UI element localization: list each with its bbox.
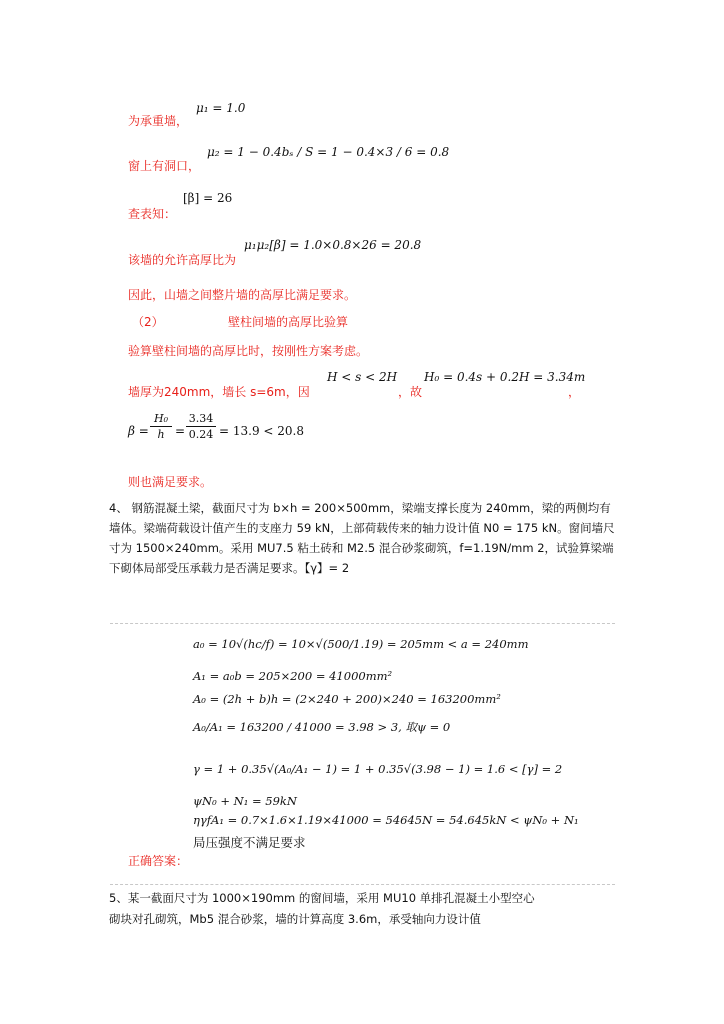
divider-bottom	[110, 884, 615, 885]
lookup-label: 查表知：	[128, 207, 177, 221]
bearing-wall-label: 为承重墙，	[128, 114, 189, 128]
solution-eq-2: A₁ = a₀b = 205×200 = 41000mm²	[193, 669, 393, 683]
eq-allowed: μ₁μ₂[β] = 1.0×0.8×26 = 20.8	[244, 238, 422, 252]
solution-eq-7: ηγfA₁ = 0.7×1.6×1.19×41000 = 54645N = 54.645kN < ψN₀ + N₁	[193, 813, 579, 827]
eq-H0: H₀ = 0.4s + 0.2H = 3.34m	[424, 370, 586, 384]
eq-H0-sym: H₀	[153, 412, 168, 425]
fraction-numbers	[186, 412, 216, 441]
wall-text: 墙厚为240mm，墙长 s=6m，因	[128, 385, 310, 399]
therefore-text: ，故	[398, 385, 423, 399]
comma-text: ，	[568, 385, 581, 399]
eq-beta: [β] = 26	[183, 191, 233, 205]
problem-4-text: 4、 钢筋混凝土梁，截面尺寸为 b×h = 200×500mm，梁端支撑长度为 240mm，梁的两侧均有墙体。梁端荷载设计值产生的支座力 59 kN，上部荷载传来的轴力设计值 N0 = 175 kN。窗间墙尺寸为 1500×240mm。采用 MU7.5 粘土砖和 M2.5 混合砂浆砌筑，f=1.19N/mm 2，试验算梁端下砌体局部受压承载力是否满足要求。【γ】= 2	[109, 501, 615, 575]
problem-5-line-1: 5、某一截面尺寸为 1000×190mm 的窗间墙，采用 MU10 单排孔混凝土小型空心	[109, 891, 535, 905]
solution-eq-4: A₀/A₁ = 163200 / 41000 = 3.98 > 3, 取ψ = 0	[193, 720, 451, 734]
solution-eq-6: ψN₀ + N₁ = 59kN	[193, 794, 297, 808]
eq-denominator: 0.24	[188, 428, 214, 441]
eq-condition: H < s < 2H	[327, 370, 398, 384]
eq-numerator: 3.34	[188, 412, 214, 425]
eq-result: = 13.9 < 20.8	[219, 424, 304, 438]
solution-result-text: 局压强度不满足要求	[193, 835, 306, 850]
solution-eq-5: γ = 1 + 0.35√(A₀/A₁ − 1) = 1 + 0.35√(3.98 − 1) = 1.6 < [γ] = 2	[193, 762, 563, 776]
window-label: 窗上有洞口，	[128, 159, 201, 173]
divider-top	[110, 623, 615, 624]
fraction-H0-h	[150, 412, 172, 441]
subsection-number: （2）	[132, 315, 164, 329]
allowed-label: 该墙的允许高厚比为	[128, 253, 237, 267]
eq-mu2: μ₂ = 1 − 0.4bₛ / S = 1 − 0.4×3 / 6 = 0.8	[207, 145, 450, 159]
eq-beta-lhs: β =	[128, 424, 149, 438]
fraction-bar	[186, 426, 216, 427]
solution-eq-3: A₀ = (2h + b)h = (2×240 + 200)×240 = 163200mm²	[193, 692, 501, 706]
eq-mu1: μ₁ = 1.0	[196, 101, 246, 115]
subsection-title: 壁柱间墙的高厚比验算	[228, 315, 349, 329]
answer-label: 正确答案：	[128, 854, 189, 868]
verify-text: 验算壁柱间墙的高厚比时，按刚性方案考虑。	[128, 344, 369, 358]
conclusion-1: 因此，山墙之间整片墙的高厚比满足要求。	[128, 288, 357, 302]
problem-5-line-2: 砌块对孔砌筑，Mb5 混合砂浆，墙的计算高度 3.6m，承受轴向力设计值	[109, 912, 481, 926]
fraction-bar	[150, 426, 172, 427]
solution-eq-1: a₀ = 10√(hc/f) = 10×√(500/1.19) = 205mm < a = 240mm	[193, 637, 529, 651]
eq-h-sym: h	[157, 428, 165, 441]
conclusion-2: 则也满足要求。	[128, 475, 213, 489]
eq-equals: =	[175, 424, 186, 438]
